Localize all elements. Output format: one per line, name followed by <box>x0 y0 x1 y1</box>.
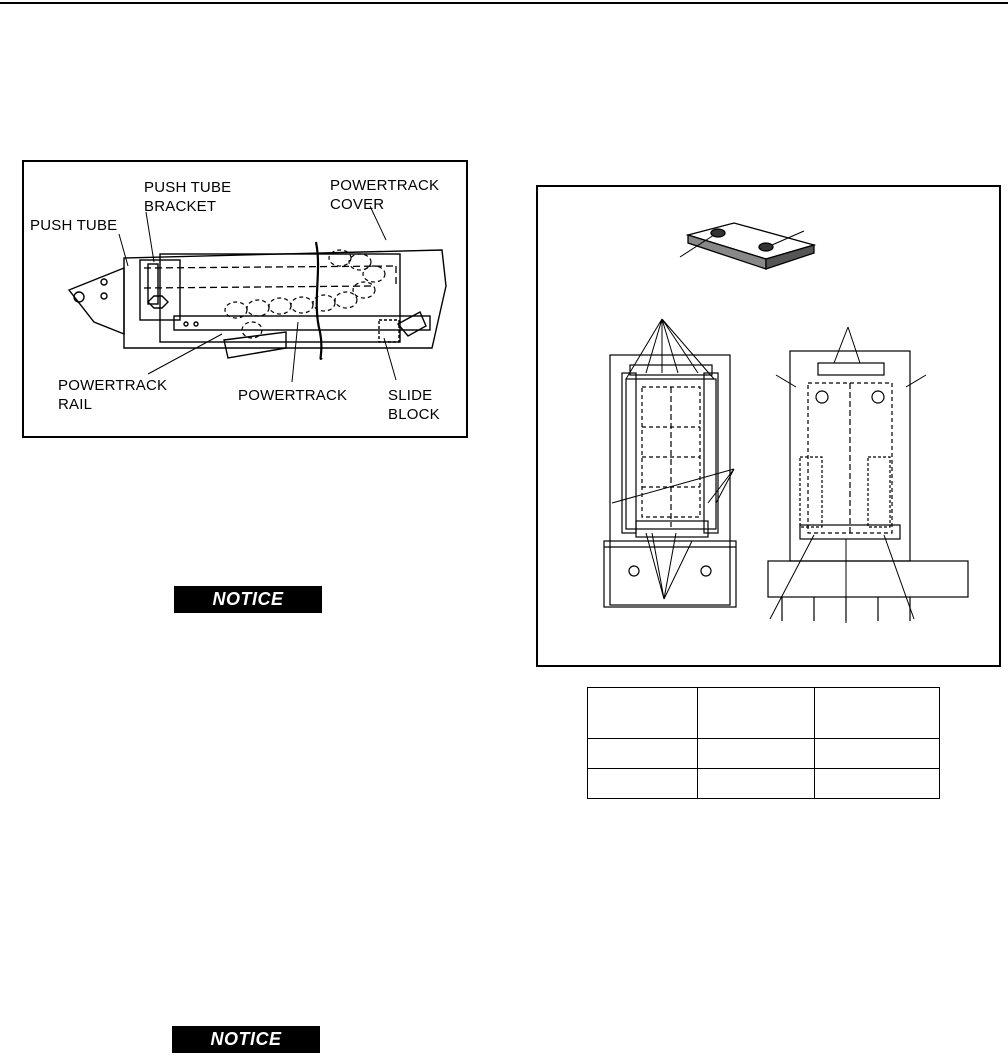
notice-banner: NOTICE <box>172 1026 320 1053</box>
callout-slide-block: SLIDE BLOCK <box>388 387 440 423</box>
table-cell <box>698 688 815 739</box>
wear-pad-detail <box>680 223 814 269</box>
table-cell <box>698 769 815 799</box>
wear-pad-spec-table <box>587 687 940 799</box>
table-cell <box>588 769 698 799</box>
table-cell <box>698 739 815 769</box>
wear-pad-figure <box>536 185 1001 667</box>
callout-powertrack-cover: POWERTRACK COVER <box>330 177 440 213</box>
boom-bottom-view <box>768 327 968 623</box>
callout-push-tube-bracket: PUSH TUBE BRACKET <box>144 179 232 215</box>
boom-top-view <box>604 319 736 607</box>
table-row <box>588 739 940 769</box>
table-cell <box>588 739 698 769</box>
top-rule <box>0 2 1008 4</box>
callout-powertrack-rail: POWERTRACK RAIL <box>58 377 168 413</box>
table-cell <box>588 688 698 739</box>
table-header-row <box>588 688 940 739</box>
powertrack-chain <box>225 250 385 338</box>
notice-banner: NOTICE <box>174 586 322 613</box>
callout-push-tube: PUSH TUBE <box>30 217 118 234</box>
pivot-hole <box>74 292 84 302</box>
powertrack-figure <box>22 160 468 438</box>
callout-powertrack: POWERTRACK <box>238 387 348 404</box>
table-row <box>588 769 940 799</box>
table-cell <box>815 769 940 799</box>
wear-pad-drawing <box>538 187 1003 669</box>
table-cell <box>815 688 940 739</box>
push-tube-dashed <box>144 266 396 268</box>
table-cell <box>815 739 940 769</box>
